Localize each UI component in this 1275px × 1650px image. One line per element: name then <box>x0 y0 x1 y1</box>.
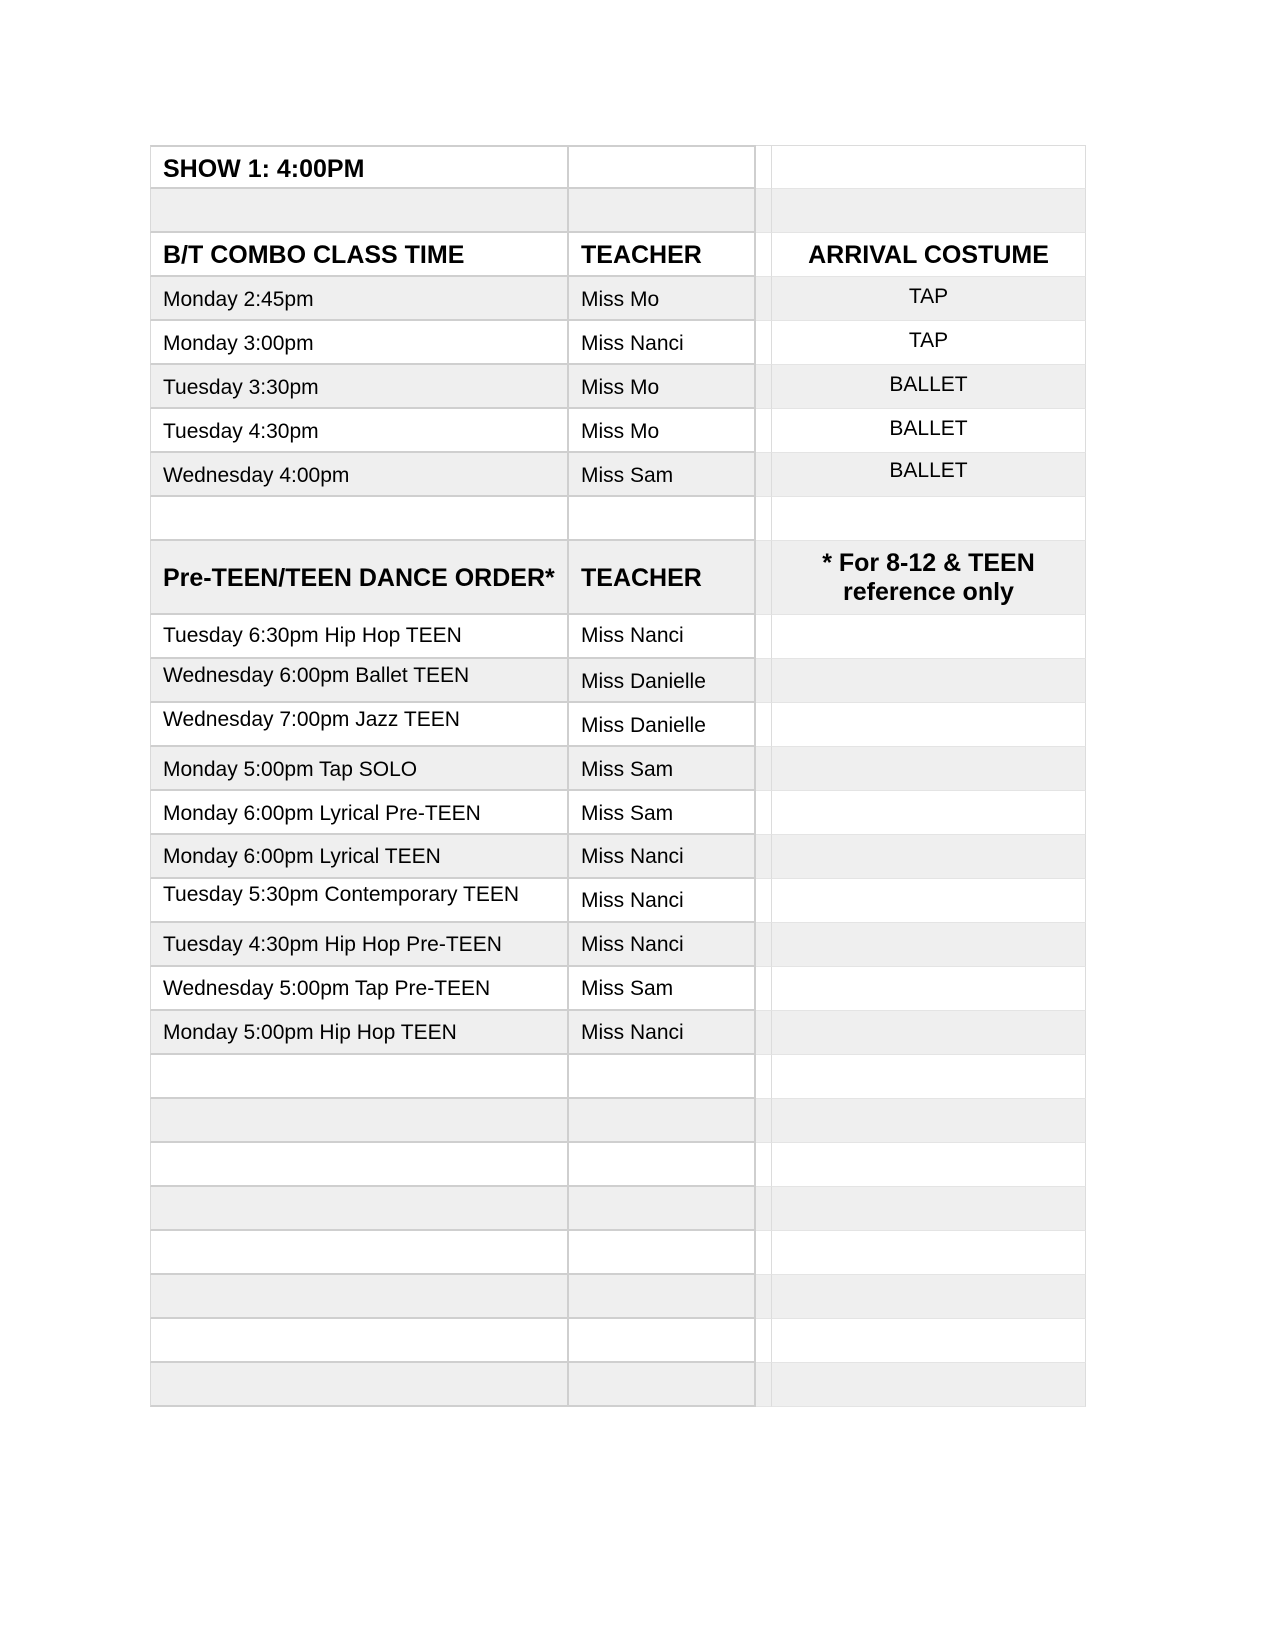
table-row <box>150 1011 1086 1055</box>
teacher: Miss Nanci <box>581 624 684 647</box>
table-row <box>150 791 1086 835</box>
table-row <box>150 321 1086 365</box>
section2-note-line1: * For 8-12 & TEEN <box>822 549 1035 577</box>
blank-row <box>150 189 1086 233</box>
section2-header-row <box>150 541 1086 615</box>
dance-class: Tuesday 4:30pm Hip Hop Pre-TEEN <box>163 933 502 956</box>
table-row <box>150 967 1086 1011</box>
section2-header-dance-order: Pre-TEEN/TEEN DANCE ORDER* <box>163 564 555 592</box>
arrival-costume: BALLET <box>889 373 968 396</box>
table-row <box>150 747 1086 791</box>
blank-row <box>150 1055 1086 1099</box>
blank-row <box>150 1363 1086 1407</box>
table-row <box>150 703 1086 747</box>
table-row <box>150 615 1086 659</box>
dance-class: Wednesday 7:00pm Jazz TEEN <box>163 708 460 731</box>
section2-note-line2: reference only <box>843 578 1014 606</box>
class-time: Monday 2:45pm <box>163 288 314 311</box>
blank-row <box>150 1187 1086 1231</box>
blank-row <box>150 1099 1086 1143</box>
table-row <box>150 277 1086 321</box>
class-time: Tuesday 4:30pm <box>163 420 319 443</box>
teacher: Miss Sam <box>581 464 674 487</box>
dance-class: Monday 5:00pm Tap SOLO <box>163 758 418 781</box>
dance-class: Wednesday 6:00pm Ballet TEEN <box>163 664 470 687</box>
arrival-costume: TAP <box>908 285 949 308</box>
class-time: Tuesday 3:30pm <box>163 376 319 399</box>
dance-class: Wednesday 5:00pm Tap Pre-TEEN <box>163 977 491 1000</box>
class-time: Wednesday 4:00pm <box>163 464 350 487</box>
teacher: Miss Nanci <box>581 332 684 355</box>
table-row <box>150 879 1086 923</box>
dance-class: Monday 6:00pm Lyrical Pre-TEEN <box>163 802 481 825</box>
dance-class: Monday 6:00pm Lyrical TEEN <box>163 845 441 868</box>
teacher: Miss Sam <box>581 758 674 781</box>
section1-header-row <box>150 233 1086 277</box>
table-row <box>150 453 1086 497</box>
table-row <box>150 409 1086 453</box>
arrival-costume: BALLET <box>889 459 968 482</box>
teacher: Miss Danielle <box>581 714 706 737</box>
section1-header-class-time: B/T COMBO CLASS TIME <box>163 241 465 269</box>
section1-header-teacher: TEACHER <box>581 241 702 269</box>
show-title-row <box>150 145 1086 189</box>
blank-row <box>150 1319 1086 1363</box>
show-title: SHOW 1: 4:00PM <box>163 155 365 183</box>
table-row <box>150 923 1086 967</box>
blank-row <box>150 1231 1086 1275</box>
dance-class: Monday 5:00pm Hip Hop TEEN <box>163 1021 457 1044</box>
teacher: Miss Sam <box>581 802 674 825</box>
blank-row <box>150 1275 1086 1319</box>
teacher: Miss Mo <box>581 376 660 399</box>
teacher: Miss Mo <box>581 288 660 311</box>
section2-header-teacher: TEACHER <box>581 564 702 592</box>
teacher: Miss Nanci <box>581 933 684 956</box>
teacher: Miss Nanci <box>581 1021 684 1044</box>
arrival-costume: BALLET <box>889 417 968 440</box>
teacher: Miss Mo <box>581 420 660 443</box>
teacher: Miss Danielle <box>581 670 706 693</box>
blank-row <box>150 497 1086 541</box>
teacher: Miss Nanci <box>581 845 684 868</box>
dance-class: Tuesday 5:30pm Contemporary TEEN <box>163 883 519 906</box>
arrival-costume: TAP <box>908 329 949 352</box>
table-row <box>150 835 1086 879</box>
section1-header-arrival-costume: ARRIVAL COSTUME <box>808 241 1049 269</box>
teacher: Miss Sam <box>581 977 674 1000</box>
table-row <box>150 659 1086 703</box>
table-row <box>150 365 1086 409</box>
blank-row <box>150 1143 1086 1187</box>
teacher: Miss Nanci <box>581 889 684 912</box>
class-time: Monday 3:00pm <box>163 332 314 355</box>
dance-class: Tuesday 6:30pm Hip Hop TEEN <box>163 624 462 647</box>
